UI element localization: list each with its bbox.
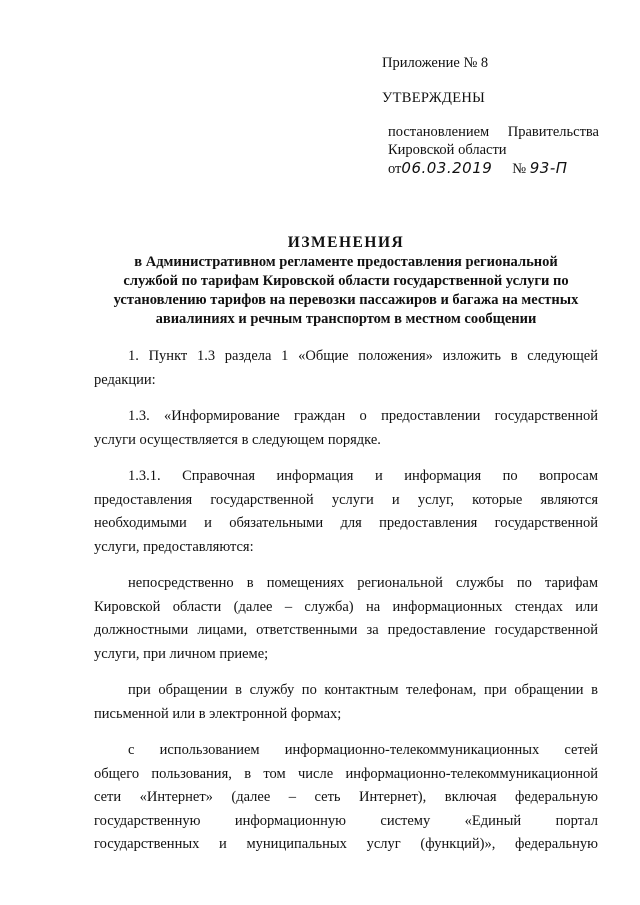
text-line: 1.3.1. Справочная информация и информация по вопросам xyxy=(128,468,598,484)
handwritten-date: 06.03.2019 xyxy=(401,159,493,177)
subtitle-line: службой по тарифам Кировской области государственной услуги по xyxy=(123,273,569,289)
number-prefix: № xyxy=(512,161,527,177)
text-line: письменной или в электронной формах; xyxy=(94,705,342,722)
decree-line-2: Кировской области xyxy=(388,142,507,158)
approval-block xyxy=(382,54,612,178)
text-line: услуги осуществляется в следующем порядке. xyxy=(94,431,381,448)
text-line: 1. Пункт 1.3 раздела 1 «Общие положения» изложить в следующей xyxy=(128,348,598,364)
text-line: с использованием информационно-телекоммуникационных сетей xyxy=(128,742,598,758)
subtitle-line: установлению тарифов на перевозки пассажиров и багажа на местных xyxy=(113,292,579,308)
text-line: предоставления государственной услуги и услуг, которые являются xyxy=(94,491,598,508)
paragraph xyxy=(94,405,598,452)
text-line: общего пользования, в том числе информационно-телекоммуникационной xyxy=(94,765,598,782)
text-line: редакции: xyxy=(94,371,156,388)
text-line: сети «Интернет» (далее – сеть Интернет), включая федеральную xyxy=(94,789,598,805)
handwritten-number: 93-П xyxy=(529,159,568,177)
paragraph xyxy=(94,679,598,726)
text-line: Кировской области (далее – служба) на информационных стендах или xyxy=(94,598,598,615)
text-line: при обращении в службу по контактным телефонам, при обращении в xyxy=(128,682,598,698)
text-line: необходимыми и обязательными для предоставления государственной xyxy=(94,515,598,531)
annex-number: Приложение № 8 xyxy=(382,55,489,71)
paragraph xyxy=(94,345,598,392)
paragraph xyxy=(94,465,598,559)
paragraph xyxy=(94,739,598,857)
text-line: непосредственно в помещениях региональной службы по тарифам xyxy=(128,575,598,591)
text-line: государственных и муниципальных услуг (функций)», федеральную xyxy=(94,836,598,852)
date-prefix: от xyxy=(388,161,402,177)
document-heading xyxy=(96,233,596,329)
text-line: услуги, при личном приеме; xyxy=(94,645,269,662)
text-line: государственную информационную систему «Единый портал xyxy=(94,812,598,829)
decree-line-1: постановлением Правительства xyxy=(388,124,599,140)
document-body xyxy=(94,345,598,870)
approved-stamp: УТВЕРЖДЕНЫ xyxy=(382,90,486,106)
text-line: должностными лицами, ответственными за предоставление государственной xyxy=(94,622,598,638)
subtitle-line: авиалиниях и речным транспортом в местном сообщении xyxy=(155,311,537,327)
text-line: услуги, предоставляются: xyxy=(94,538,254,555)
document-title: ИЗМЕНЕНИЯ xyxy=(287,234,405,251)
decree-date-line xyxy=(388,159,612,178)
decree-reference xyxy=(382,123,612,178)
subtitle-line: в Административном регламенте предоставления региональной xyxy=(134,254,558,270)
paragraph xyxy=(94,572,598,666)
text-line: 1.3. «Информирование граждан о предоставлении государственной xyxy=(128,408,598,424)
